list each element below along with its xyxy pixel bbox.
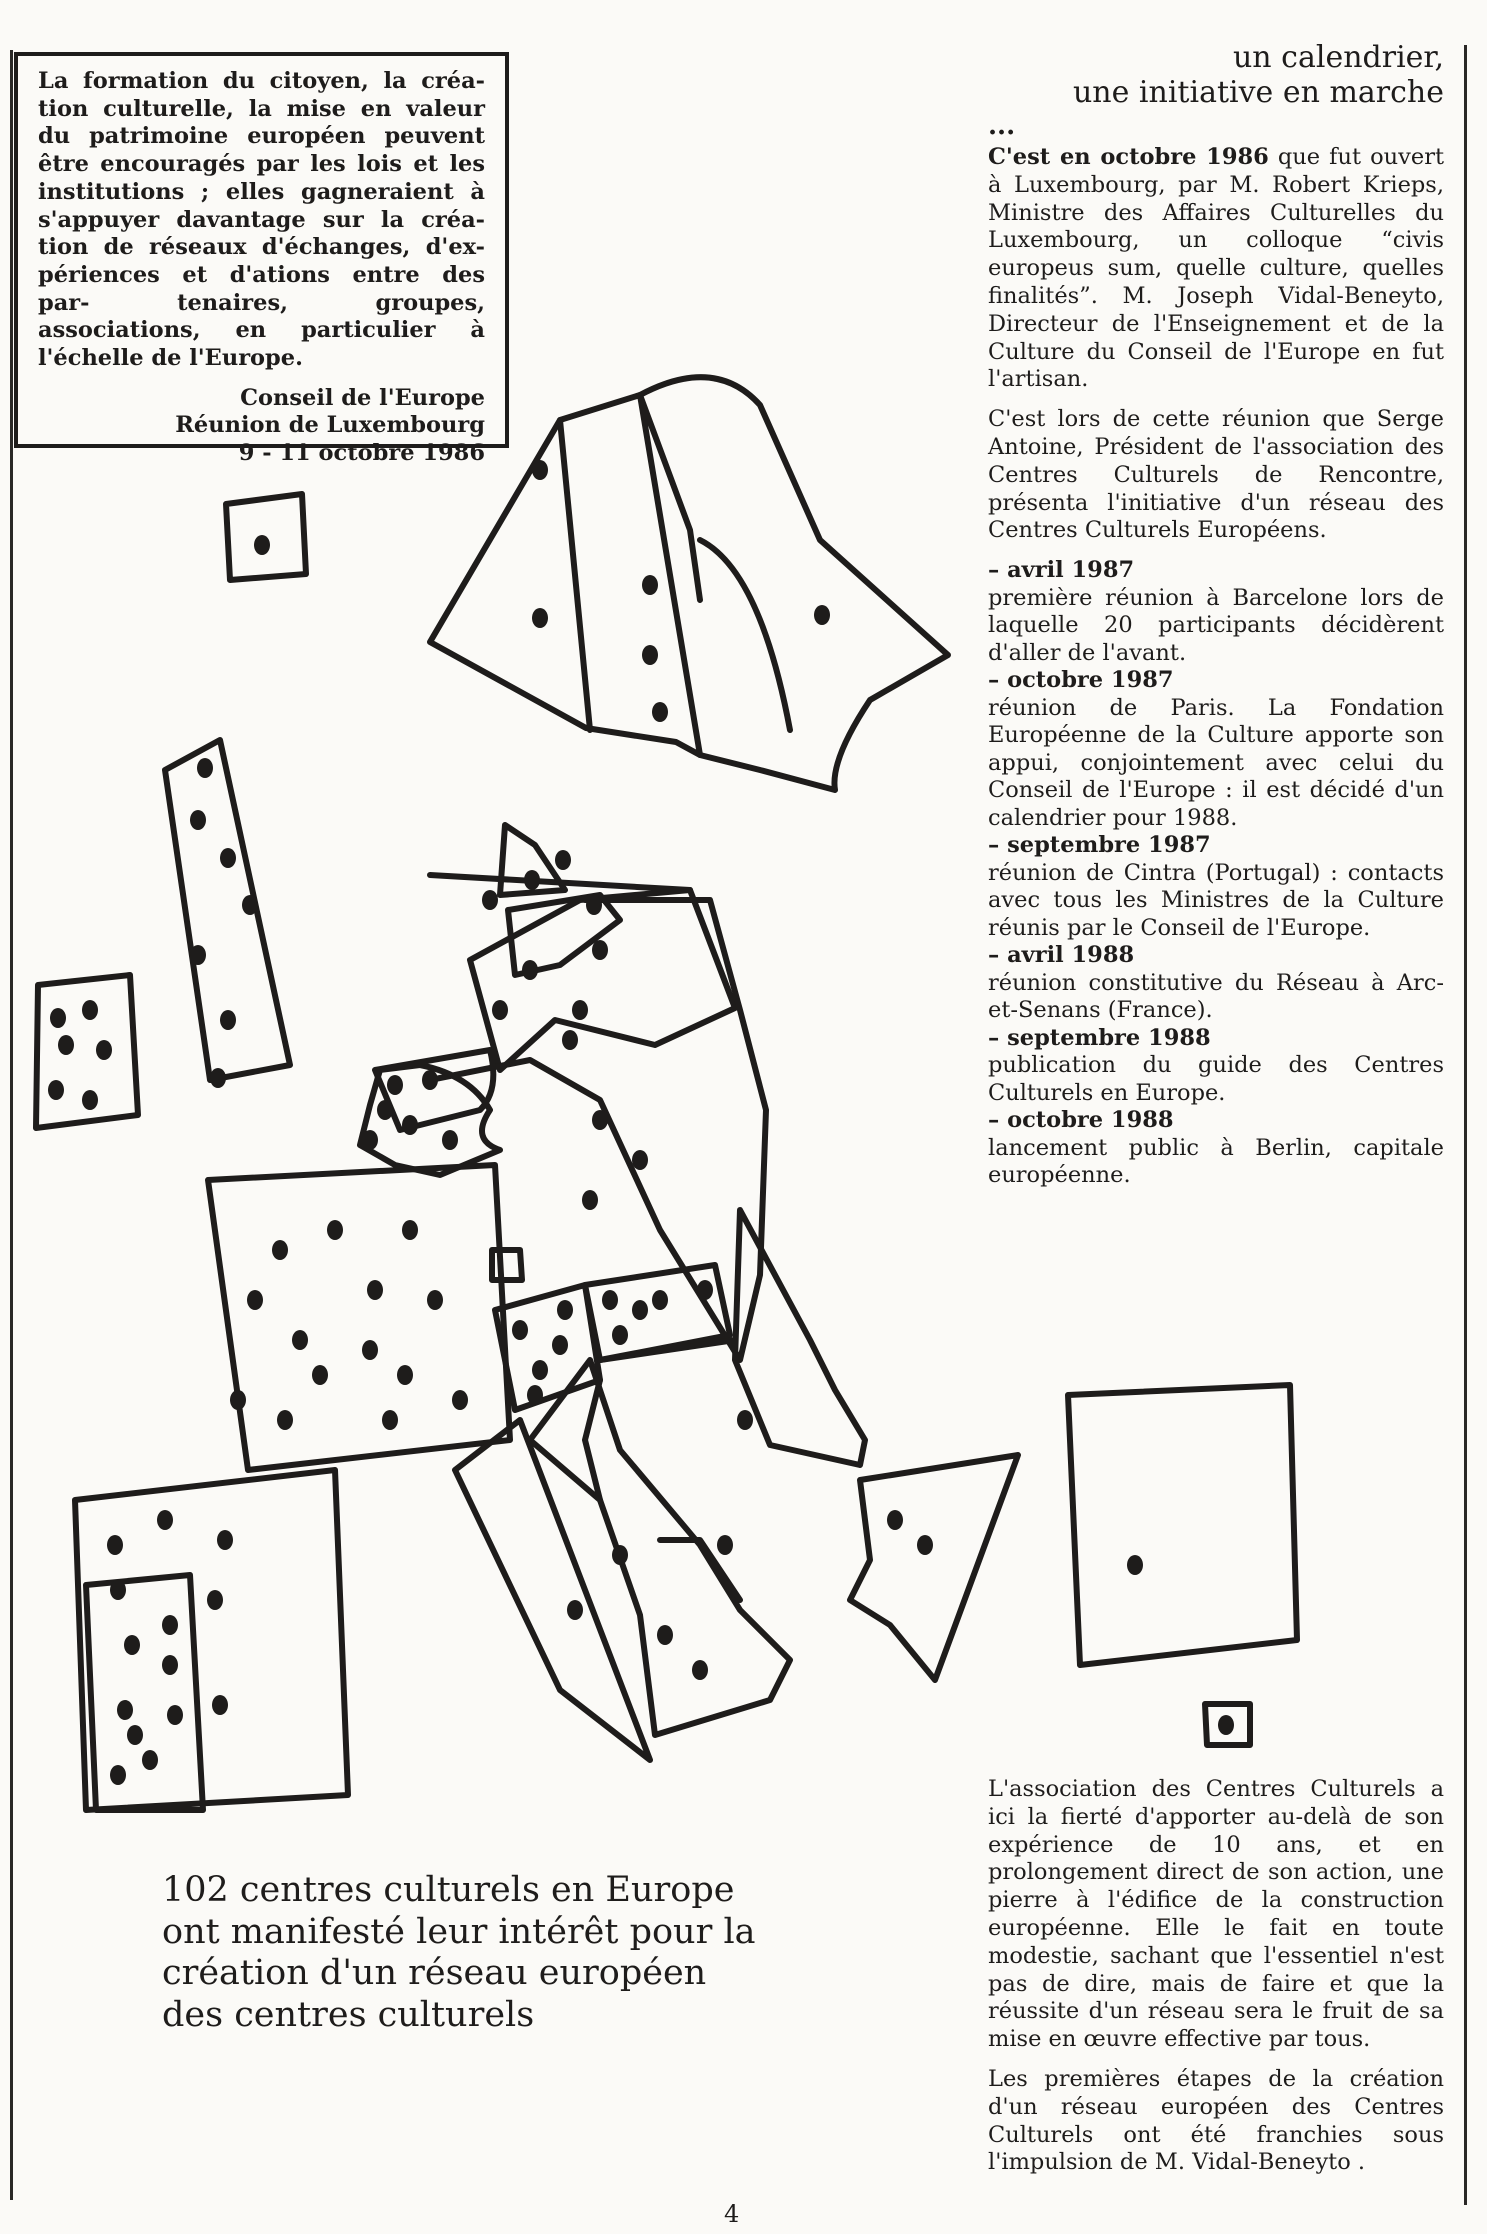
map-dot (167, 1705, 183, 1725)
closing-paragraph-2: Les premières étapes de la création d'un réseau européen des Centres Culturels ont été franchies sous l'impulsion de M. Vidal-Beneyto . (988, 2065, 1444, 2176)
map-dot (254, 535, 270, 555)
map-dot (220, 1010, 236, 1030)
map-caption (162, 1870, 862, 2036)
map-dot (210, 1068, 226, 1088)
caption-line: 102 centres culturels en Europe (162, 1870, 735, 1910)
map-dot (592, 1110, 608, 1130)
map-dot (142, 1750, 158, 1770)
map-dot (362, 1130, 378, 1150)
calendar-title-line1: un calendrier, (1232, 40, 1444, 75)
map-region-switzerland (495, 1285, 600, 1410)
map-dot (162, 1615, 178, 1635)
quote-line: tion de réseaux d'échanges, d'ex- (38, 234, 485, 261)
map-dot (242, 895, 258, 915)
map-dot (642, 575, 658, 595)
ellipsis: ... (988, 111, 1016, 141)
timeline-text: réunion constitutive du Réseau à Arc-et-Senans (France). (988, 969, 1444, 1024)
map-dot (652, 1290, 668, 1310)
map-dot (387, 1075, 403, 1095)
map-dot (327, 1220, 343, 1240)
map-dot (567, 1600, 583, 1620)
timeline-date: – octobre 1987 (988, 667, 1174, 694)
map-dot (532, 608, 548, 628)
map-dot (717, 1535, 733, 1555)
map-dot (190, 945, 206, 965)
quote-line: être encouragés par les lois et les (38, 151, 485, 178)
map-dot (217, 1530, 233, 1550)
caption-line: des centres culturels (162, 1994, 535, 2035)
map-dot (612, 1325, 628, 1345)
map-dot (652, 702, 668, 722)
caption-line: création d'un réseau européen (162, 1953, 707, 1993)
map-dot (697, 1280, 713, 1300)
map-dot (1218, 1715, 1234, 1735)
quote-source-org: Conseil de l'Europe (240, 384, 485, 411)
map-dot (555, 850, 571, 870)
map-dot (557, 1300, 573, 1320)
map-dot (814, 605, 830, 625)
map-dot (524, 870, 540, 890)
quote-line: tion culturelle, la mise en valeur (38, 95, 485, 122)
map-dot (612, 1545, 628, 1565)
map-dot (737, 1410, 753, 1430)
timeline-date: – avril 1987 (988, 557, 1135, 584)
map-dot (110, 1765, 126, 1785)
map-dot (124, 1635, 140, 1655)
map-region-east (735, 1210, 865, 1465)
map-dot (207, 1590, 223, 1610)
map-dot (632, 1150, 648, 1170)
map-dot (127, 1725, 143, 1745)
map-region-balkans (455, 1420, 650, 1760)
map-dot (82, 1000, 98, 1020)
map-dot (312, 1365, 328, 1385)
map-dot (402, 1220, 418, 1240)
quote-line: La formation du citoyen, la créa- (38, 68, 485, 94)
map-dot (190, 810, 206, 830)
map-dot (512, 1320, 528, 1340)
closing-paragraph-1: L'association des Centres Culturels a ici la fierté d'apporter au-delà de son expérience de 10 ans, et en prolongement direct de son action, une pierre à l'édifice de la construction européenne. Elle le fait en toute modestie, sachant que l'essentiel n'est pas de dire, mais de faire et que la réussite d'un réseau sera le fruit de sa mise en œuvre effective par tous. (988, 1776, 1444, 2053)
timeline-text: réunion de Paris. La Fondation Européenne de la Culture apporte son appui, conjointement avec celui du Conseil de l'Europe : il est décidé d'un calendrier pour 1988. (988, 694, 1444, 831)
map-dot (50, 1008, 66, 1028)
map-dot (197, 758, 213, 778)
quote-line: s'appuyer davantage sur la créa- (38, 206, 485, 233)
quote-line: institutions ; elles gagneraient à (38, 178, 485, 205)
map-dot (632, 1300, 648, 1320)
page-number: 4 (724, 2200, 740, 2228)
map-dot (642, 645, 658, 665)
map-dot (452, 1390, 468, 1410)
map-dot (382, 1410, 398, 1430)
timeline-date: – octobre 1988 (988, 1107, 1174, 1134)
timeline-text: publication du guide des Centres Culturels en Europe. (988, 1052, 1444, 1106)
map-dot (592, 940, 608, 960)
map-dot (292, 1330, 308, 1350)
map-dot (402, 1115, 418, 1135)
quote-source-meeting: Réunion de Luxembourg (175, 412, 485, 439)
map-dot (230, 1390, 246, 1410)
map-dot (362, 1340, 378, 1360)
map-dot (482, 890, 498, 910)
quote-line: du patrimoine européen peuvent (38, 123, 485, 150)
map-dot (212, 1695, 228, 1715)
intro-bold: C'est en octobre 1986 (988, 144, 1269, 170)
map-region-italy-inner (585, 1340, 740, 1600)
map-dot (272, 1240, 288, 1260)
map-dot (492, 1000, 508, 1020)
map-region-iberia (75, 1470, 348, 1810)
map-dot (527, 1385, 543, 1405)
map-dot (107, 1535, 123, 1555)
map-dot (572, 1000, 588, 1020)
map-dot (247, 1290, 263, 1310)
map-dot (562, 1030, 578, 1050)
quote-line: tenaires, groupes, associations, en (38, 289, 485, 344)
timeline-text: première réunion à Barcelone lors de laquelle 20 participants décidèrent d'aller de l'avant. (988, 584, 1444, 666)
map-dot (110, 1580, 126, 1600)
map-region-france (208, 1165, 510, 1470)
map-dot (917, 1535, 933, 1555)
timeline-date: – avril 1988 (988, 942, 1135, 969)
intro-rest: que fut ouvert à Luxembourg, par M. Robert Krieps, Ministre des Affaires Culturelles du Luxembourg, un colloque “civis europeus sum, quelle culture, quelles finalités”. M. Joseph Vidal-Beneyto, Directeur de l'Enseignement et de la Culture du Conseil de l'Europe en fut l'artisan. (988, 144, 1444, 393)
second-paragraph: C'est lors de cette réunion que Serge Antoine, Président de l'association des Centres Culturels de Rencontre, présenta l'initiative d'un réseau des Centres Culturels Européens. (988, 406, 1444, 544)
map-dot (532, 1360, 548, 1380)
caption-line: ont manifesté leur intérêt pour la (162, 1911, 756, 1952)
map-dot (422, 1070, 438, 1090)
map-dot (157, 1510, 173, 1530)
calendar-title-line2: une initiative en marche (1072, 75, 1444, 110)
timeline-date: – septembre 1988 (988, 1024, 1211, 1051)
map-dot (657, 1625, 673, 1645)
map-region-luxembourg (492, 1250, 522, 1280)
map-dot (427, 1290, 443, 1310)
map-dot (1127, 1555, 1143, 1575)
map-region-scandinavia (430, 377, 948, 790)
quote-line: périences et d'ations entre des par- (38, 261, 485, 316)
map-dot (602, 1290, 618, 1310)
map-region-scandinavia-fold (560, 395, 790, 755)
map-dot (442, 1130, 458, 1150)
map-dot (522, 960, 538, 980)
map-dot (162, 1655, 178, 1675)
map-dot (397, 1365, 413, 1385)
map-dot (532, 460, 548, 480)
timeline-text: réunion de Cintra (Portugal) : contacts avec tous les Ministres de la Culture réunis par le Conseil de l'Europe. (988, 859, 1444, 941)
map-dot (48, 1080, 64, 1100)
map-dot (582, 1190, 598, 1210)
map-dot (82, 1090, 98, 1110)
quote-source-date: 9 - 11 octobre 1986 (238, 440, 485, 467)
map-dot (586, 895, 602, 915)
map-dot (277, 1410, 293, 1430)
map-dot (692, 1660, 708, 1680)
quote-line: particulier à l'échelle de l'Europe. (38, 317, 486, 372)
map-dot (367, 1280, 383, 1300)
map-region-east-square (1068, 1385, 1297, 1665)
timeline-text: lancement public à Berlin, capitale européenne. (988, 1134, 1444, 1189)
map-dot (552, 1335, 568, 1355)
map-dot (220, 848, 236, 868)
map-region-portugal (86, 1575, 203, 1810)
map-dot (96, 1040, 112, 1060)
map-dot (377, 1100, 393, 1120)
map-region-greece (850, 1455, 1018, 1680)
map-dot (117, 1700, 133, 1720)
timeline-date: – septembre 1987 (988, 832, 1211, 859)
map-dot (887, 1510, 903, 1530)
map-dot (58, 1035, 74, 1055)
